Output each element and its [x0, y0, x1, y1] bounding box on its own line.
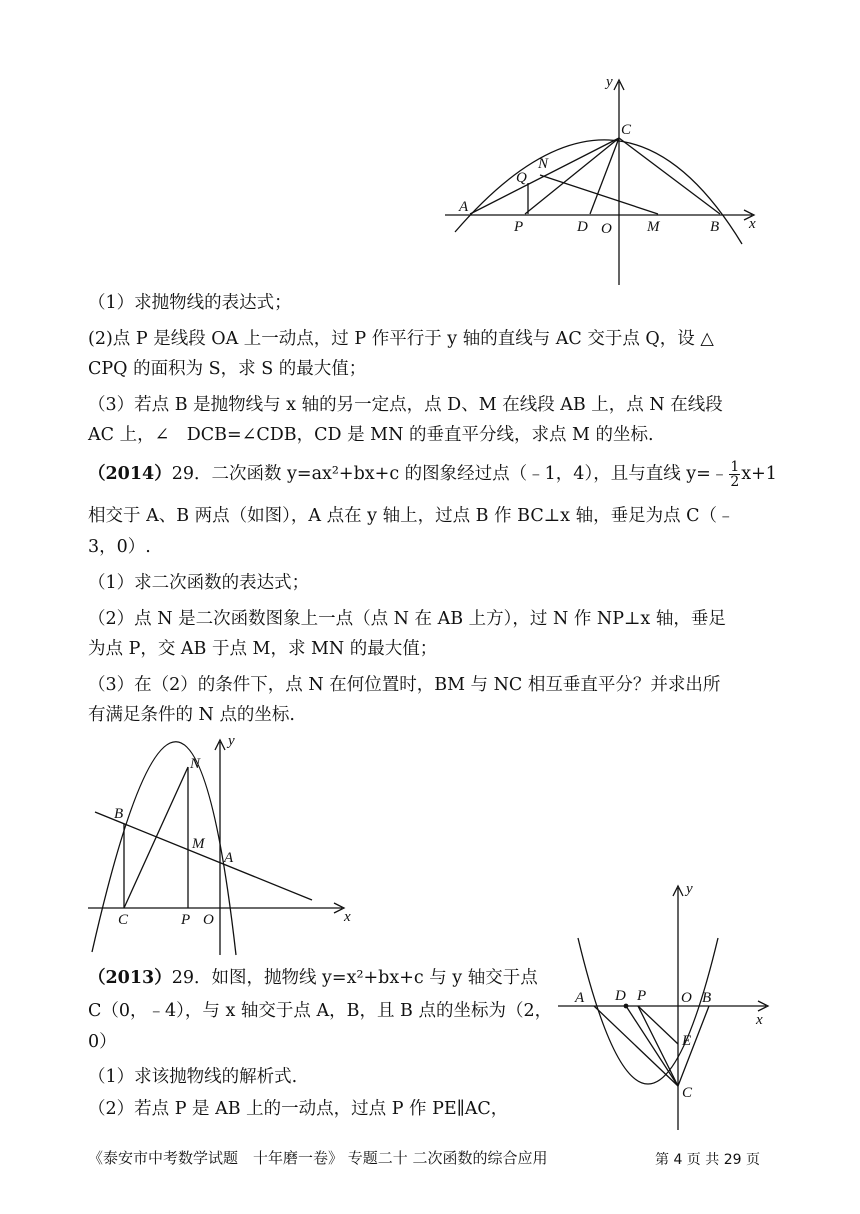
fig2-label-N: N: [190, 756, 201, 772]
fig1-label-P: P: [514, 219, 524, 235]
p2-l2: 相交于 A、B 两点（如图），A 点在 y 轴上，过点 B 作 BC⊥x 轴，垂足为点 C（﹣: [88, 506, 735, 526]
p3-year: （2013）: [88, 968, 172, 988]
fig2-label-A: A: [224, 850, 234, 866]
p2-q2a: （2）点 N 是二次函数图象上一点（点 N 在 AB 上方），过 N 作 NP⊥x 轴，垂足: [88, 609, 726, 629]
p2-l3: 3，0）.: [88, 537, 151, 557]
fig2-label-y: y: [228, 733, 235, 749]
p3-q2: （2）若点 P 是 AB 上的一动点，过点 P 作 PE∥AC，: [88, 1099, 509, 1119]
page-number: 第 4 页 共 29 页: [655, 1152, 760, 1168]
p2-q2b: 为点 P，交 AB 于点 M，求 MN 的最大值；: [88, 639, 438, 659]
fig3-label-P: P: [637, 988, 647, 1004]
fig3-label-A: A: [575, 990, 585, 1006]
p1-q3b: AC 上，∠ DCB=∠CDB，CD 是 MN 的垂直平分线，求点 M 的坐标.: [88, 425, 654, 445]
p2-q1: （1）求二次函数的表达式；: [88, 573, 310, 593]
fig1-label-C: C: [621, 122, 632, 138]
fig3-label-B: B: [702, 990, 712, 1006]
fig2-label-P: P: [181, 912, 191, 928]
fig1-label-O: O: [601, 221, 612, 237]
fig2-label-O: O: [203, 912, 214, 928]
fig1-label-y: y: [606, 74, 613, 90]
fig3-label-E: E: [682, 1033, 692, 1049]
fig2-label-x: x: [344, 909, 351, 925]
p1-q3a: （3）若点 B 是抛物线与 x 轴的另一定点，点 D、M 在线段 AB 上，点 N 在线段: [88, 395, 723, 415]
fig3-label-C: C: [682, 1085, 693, 1101]
p2-intro: 29．二次函数 y=ax²+bx+c 的图象经过点（﹣1，4），且与直线 y=﹣: [171, 464, 729, 484]
p1-q1: （1）求抛物线的表达式；: [88, 293, 292, 313]
p2-year: （2014）: [88, 464, 172, 484]
fig1-label-B: B: [710, 219, 720, 235]
p2-frac-den: 2: [730, 474, 740, 490]
p2-intro-end: x+1: [741, 464, 777, 484]
p3-l2: C（0，﹣4），与 x 轴交于点 A，B，且 B 点的坐标为（2，: [88, 1001, 553, 1021]
page-footer: 《泰安市中考数学试题 十年磨一卷》 专题二十 二次函数的综合应用: [88, 1149, 548, 1167]
fig2-label-C: C: [118, 912, 129, 928]
fig1-label-Q: Q: [516, 170, 527, 186]
fig3-label-y: y: [686, 881, 693, 897]
fig3-label-O: O: [681, 990, 692, 1006]
p3-l1: 29．如图，抛物线 y=x²+bx+c 与 y 轴交于点: [171, 968, 538, 988]
fig3-label-x: x: [756, 1012, 763, 1028]
fig1-label-x: x: [749, 216, 756, 232]
p2-q3a: （3）在（2）的条件下，点 N 在何位置时，BM 与 NC 相互垂直平分？并求出所: [88, 675, 721, 695]
fig1-label-N: N: [538, 156, 549, 172]
p2-q3b: 有满足条件的 N 点的坐标.: [88, 705, 295, 725]
p1-q2b: CPQ 的面积为 S，求 S 的最大值；: [88, 359, 367, 379]
p3-q1: （1）求该抛物线的解析式.: [88, 1067, 298, 1087]
p2-frac-num: 1: [730, 459, 740, 475]
fig1-label-D: D: [577, 219, 588, 235]
fig1-label-A: A: [459, 199, 469, 215]
p1-q2a: (2)点 P 是线段 OA 上一动点，过 P 作平行于 y 轴的直线与 AC 交于点 Q，设 △: [88, 329, 714, 349]
p3-l3: 0）: [88, 1032, 117, 1052]
fig1-label-M: M: [647, 219, 660, 235]
fig2-label-B: B: [114, 806, 124, 822]
fig2-label-M: M: [192, 836, 205, 852]
fig3-label-D: D: [615, 988, 626, 1004]
